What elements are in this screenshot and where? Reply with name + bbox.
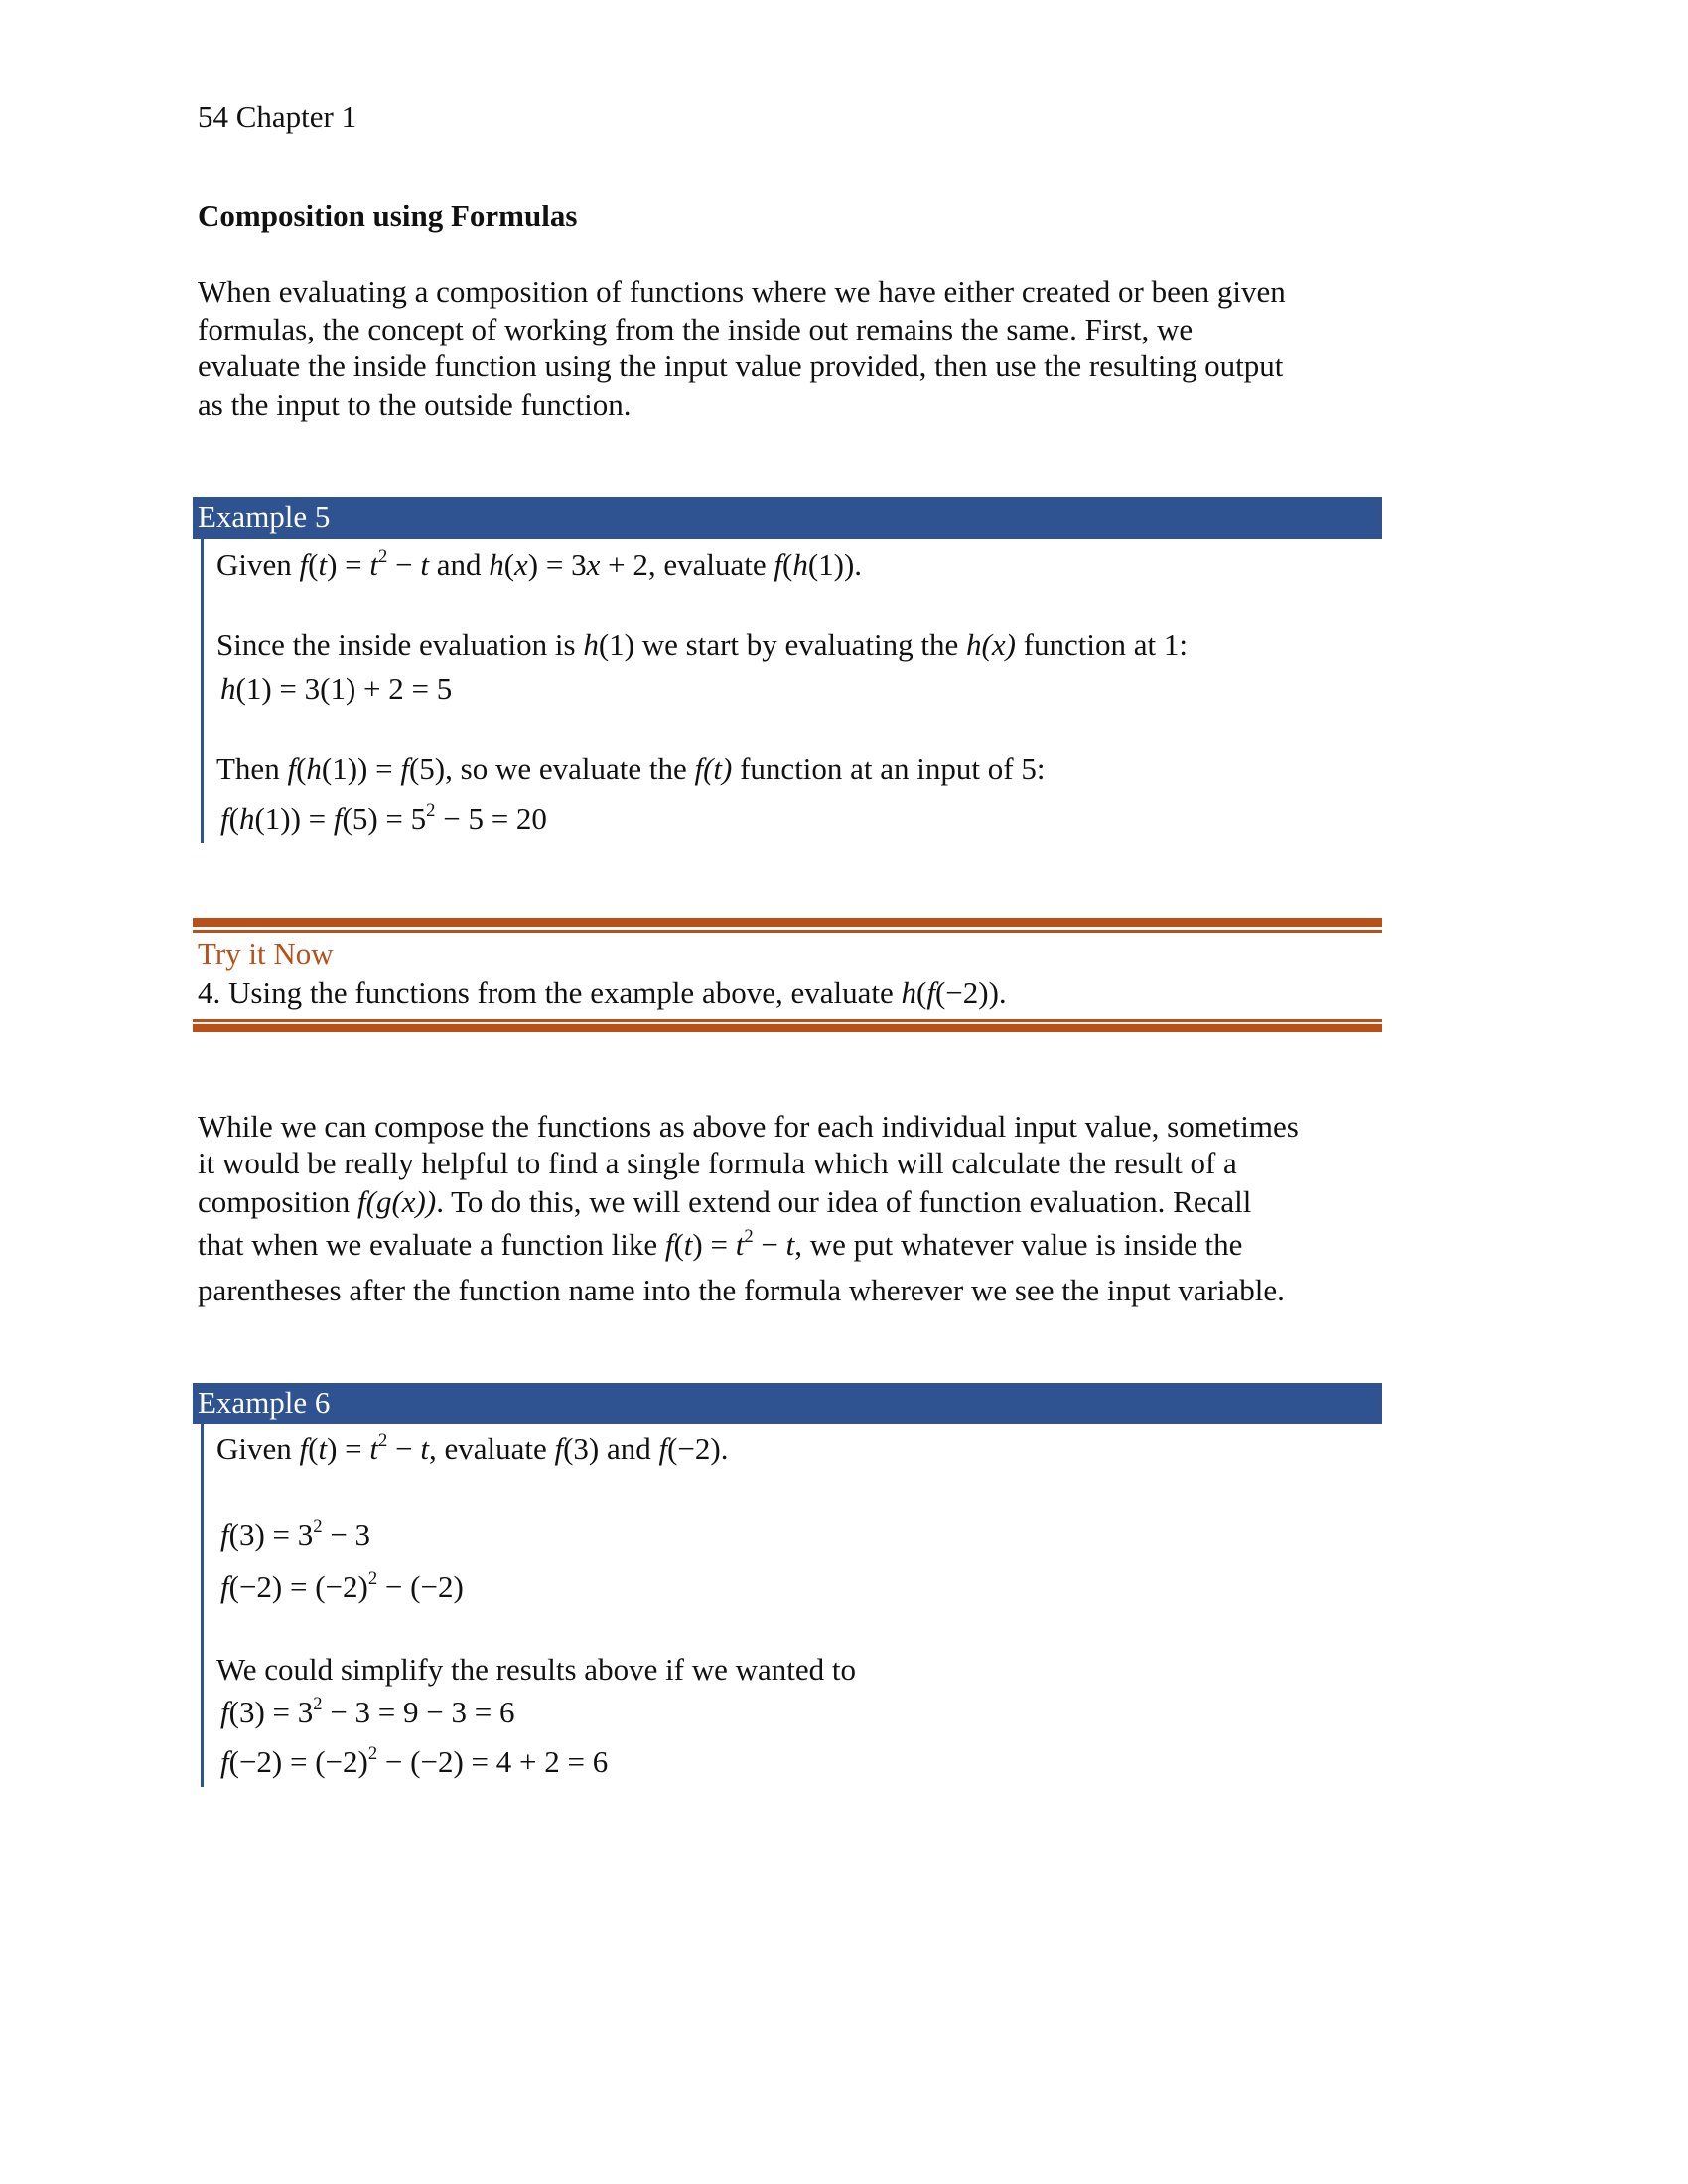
text-segment: function at 1:: [1015, 627, 1188, 662]
text-segment: (: [782, 547, 793, 582]
superscript: 2: [367, 1568, 378, 1589]
intro-line: as the input to the outside function.: [198, 387, 632, 422]
math-variable: x: [586, 547, 601, 582]
math-variable: t: [420, 1432, 429, 1466]
example-6-line: [216, 1431, 729, 1473]
try-it-now-title: Try it Now: [198, 936, 334, 971]
math-variable: f: [664, 1227, 674, 1262]
text-segment: − 3 = 9 − 3 = 6: [322, 1695, 515, 1729]
text-segment: − 5 = 20: [435, 801, 547, 836]
superscript: 2: [378, 545, 388, 567]
text-segment: parentheses after the function name into the formula wherever we see the input variable.: [198, 1273, 1285, 1307]
text-segment: (: [503, 547, 515, 582]
paragraph-line: [198, 1145, 1237, 1182]
example-5-line: [220, 670, 452, 708]
text-segment: Given: [216, 547, 300, 582]
math-variable: t: [420, 547, 429, 582]
math-variable: h: [489, 547, 504, 582]
text-segment: −: [387, 1432, 421, 1466]
text-segment: ) = 3: [527, 547, 587, 582]
text-segment: Given: [216, 1432, 300, 1466]
text-segment: ) =: [327, 547, 370, 582]
text-segment: −: [753, 1227, 786, 1262]
example-5-border: [201, 539, 204, 843]
example-6-line: [220, 1569, 464, 1611]
text-segment: Then: [216, 751, 288, 786]
text-segment: composition: [198, 1184, 358, 1219]
text-segment: , evaluate: [428, 1432, 555, 1466]
text-segment: (: [915, 975, 927, 1010]
text-segment: (−2) = (−2): [228, 1570, 368, 1604]
math-variable: f: [554, 1432, 564, 1466]
text-segment: (3) and: [563, 1432, 659, 1466]
math-variable: t: [735, 1227, 745, 1262]
math-variable: h: [306, 751, 322, 786]
text-segment: (1) we start by evaluating the: [598, 627, 966, 662]
text-segment: (: [673, 1227, 684, 1262]
math-variable: f: [220, 1570, 229, 1604]
intro-line: formulas, the concept of working from the inside out remains the same. First, we: [198, 312, 1194, 346]
text-segment: (3) = 3: [228, 1517, 314, 1552]
text-segment: ) =: [327, 1432, 370, 1466]
paragraph-line: [198, 1226, 1242, 1269]
text-segment: ) =: [692, 1227, 736, 1262]
text-segment: (1)) =: [254, 801, 334, 836]
math-variable: f: [220, 1695, 229, 1729]
math-variable: t: [369, 1432, 379, 1466]
superscript: 2: [367, 1742, 378, 1764]
math-variable: t: [318, 547, 328, 582]
text-segment: (3) = 3: [228, 1695, 314, 1729]
superscript: 2: [313, 1515, 323, 1537]
paragraph-line: [198, 1108, 1299, 1146]
example-5-line: [216, 626, 1188, 664]
math-variable: f(t): [694, 751, 733, 786]
text-segment: that when we evaluate a function like: [198, 1227, 665, 1262]
example-6-line: [220, 1516, 370, 1559]
math-variable: f: [926, 975, 935, 1010]
example-6-line: [220, 1743, 608, 1786]
text-segment: , we put whatever value is inside the: [794, 1227, 1243, 1262]
try-it-now-question: [198, 974, 1007, 1012]
example-5-line: [216, 751, 1045, 788]
example-6-border: [201, 1424, 204, 1787]
text-segment: (: [308, 547, 319, 582]
math-variable: f: [333, 801, 343, 836]
math-variable: h(x): [966, 627, 1016, 662]
math-variable: h: [583, 627, 599, 662]
text-segment: −: [387, 547, 421, 582]
superscript: 2: [313, 1693, 323, 1714]
text-segment: − (−2): [377, 1570, 464, 1604]
try-bottom-bar-thick: [193, 1024, 1382, 1032]
superscript: 2: [426, 799, 436, 821]
text-segment: (: [296, 751, 307, 786]
example-5-line: [220, 800, 547, 843]
math-variable: f(g(x)): [357, 1184, 437, 1219]
math-variable: f: [220, 1517, 229, 1552]
paragraph-line: [198, 1272, 1285, 1309]
math-variable: t: [683, 1227, 693, 1262]
text-segment: (5), so we evaluate the: [408, 751, 695, 786]
try-top-bar-thick: [193, 918, 1382, 927]
math-variable: f: [774, 547, 782, 582]
text-segment: (: [228, 801, 239, 836]
text-segment: − 3: [322, 1517, 371, 1552]
text-segment: and: [428, 547, 490, 582]
example-5-header: [193, 497, 1382, 539]
math-variable: t: [318, 1432, 328, 1466]
text-segment: (1) = 3(1) + 2 = 5: [235, 671, 453, 706]
math-variable: f: [658, 1432, 668, 1466]
example-6-line: [216, 1651, 856, 1689]
example-5-line: [216, 546, 862, 589]
text-segment: . To do this, we will extend our idea of function evaluation. Recall: [436, 1184, 1252, 1219]
text-segment: We could simplify the results above if we wanted to: [216, 1652, 857, 1687]
text-segment: (: [308, 1432, 319, 1466]
math-variable: h: [238, 801, 255, 836]
math-variable: f: [287, 751, 297, 786]
text-segment: (1)).: [807, 547, 863, 582]
example-5-title: Example 5: [198, 499, 331, 534]
text-segment: + 2, evaluate: [600, 547, 774, 582]
math-variable: t: [785, 1227, 795, 1262]
text-segment: (5) = 5: [342, 801, 427, 836]
math-variable: x: [514, 547, 528, 582]
text-segment: Since the inside evaluation is: [216, 627, 584, 662]
superscript: 2: [378, 1430, 388, 1451]
example-6-line: [220, 1694, 515, 1736]
example-6-header: [193, 1383, 1382, 1424]
text-segment: 4. Using the functions from the example above, evaluate: [198, 975, 902, 1010]
math-variable: h: [901, 975, 916, 1010]
intro-line: evaluate the inside function using the input value provided, then use the resulting output: [198, 348, 1284, 383]
math-variable: f: [299, 547, 309, 582]
text-segment: (−2)).: [934, 975, 1007, 1010]
page-header: 54 Chapter 1: [198, 99, 357, 134]
intro-line: When evaluating a composition of functions where we have either created or been given: [198, 274, 1286, 309]
paragraph-line: [198, 1183, 1251, 1221]
text-segment: (−2).: [667, 1432, 729, 1466]
superscript: 2: [744, 1225, 754, 1247]
math-variable: h: [220, 671, 236, 706]
text-segment: (−2) = (−2): [228, 1744, 368, 1779]
try-bottom-bar-thin: [193, 1019, 1382, 1022]
text-segment: (1)) =: [321, 751, 401, 786]
math-variable: h: [792, 547, 808, 582]
math-variable: f: [220, 801, 229, 836]
example-6-title: Example 6: [198, 1385, 331, 1420]
text-segment: While we can compose the functions as above for each individual input value, sometimes: [198, 1109, 1299, 1144]
text-segment: − (−2) = 4 + 2 = 6: [377, 1744, 609, 1779]
text-segment: it would be really helpful to find a single formula which will calculate the result of a: [198, 1146, 1237, 1180]
math-variable: f: [220, 1744, 229, 1779]
try-top-bar-thin: [193, 930, 1382, 933]
math-variable: f: [400, 751, 409, 786]
section-title: Composition using Formulas: [198, 199, 578, 233]
text-segment: function at an input of 5:: [732, 751, 1046, 786]
math-variable: t: [369, 547, 379, 582]
math-variable: f: [299, 1432, 309, 1466]
